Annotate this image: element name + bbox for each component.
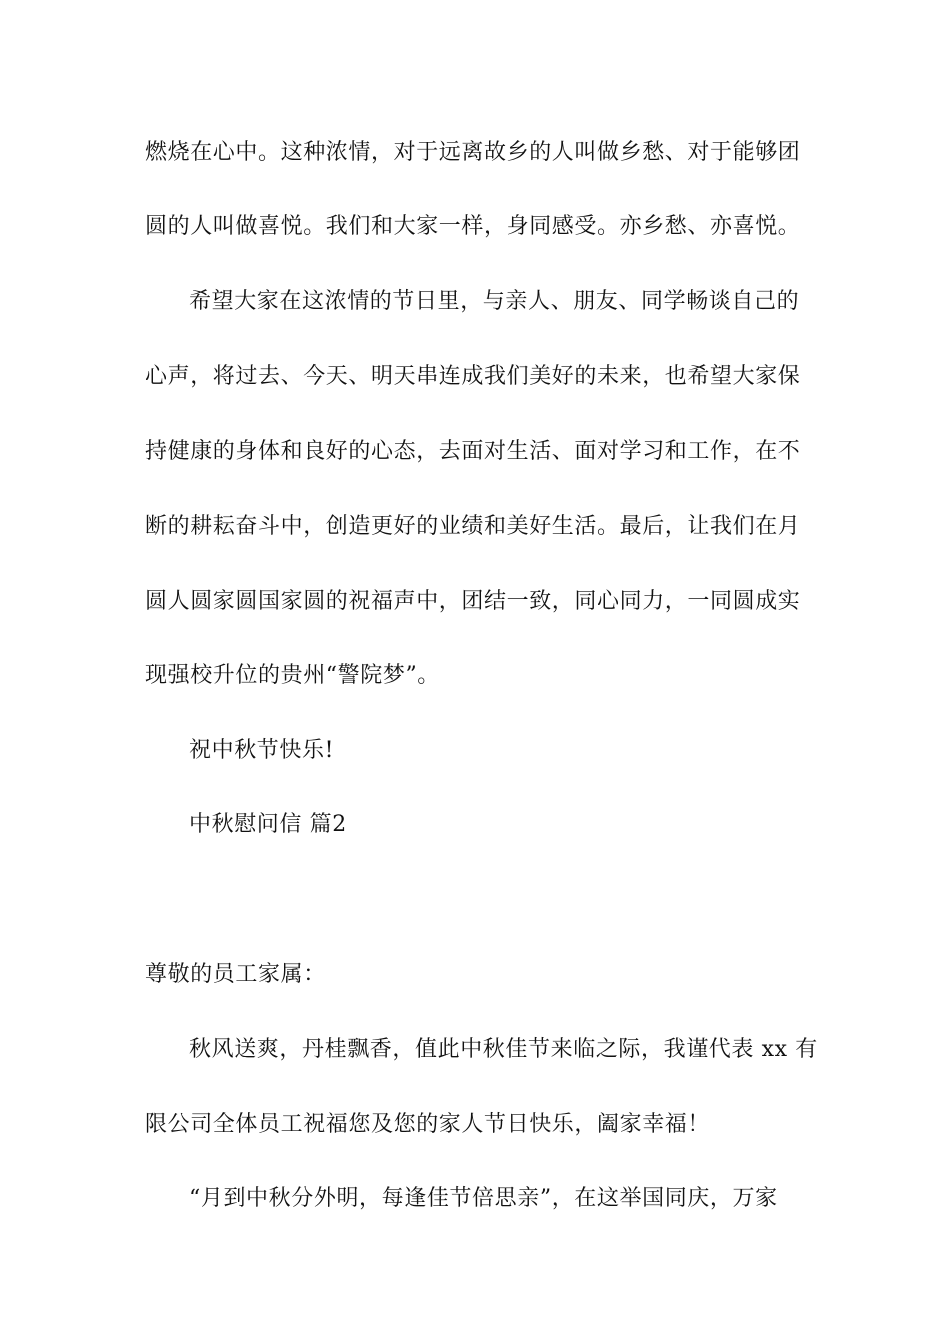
paragraph-line: 燃烧在心中。这种浓情，对于远离故乡的人叫做乡愁、对于能够团 <box>145 140 801 165</box>
paragraph-line: 持健康的身体和良好的心态，去面对生活、面对学习和工作，在不 <box>145 439 801 464</box>
section-heading: 中秋慰问信 篇2 <box>189 812 347 837</box>
closing-greeting: 祝中秋节快乐! <box>189 738 335 763</box>
paragraph-line: 希望大家在这浓情的节日里，与亲人、朋友、同学畅谈自己的 <box>189 289 800 314</box>
paragraph-line: 心声，将过去、今天、明天串连成我们美好的未来，也希望大家保 <box>145 364 801 389</box>
paragraph-line: 断的耕耘奋斗中，创造更好的业绩和美好生活。最后，让我们在月 <box>145 514 801 539</box>
paragraph-line: 圆人圆家圆国家圆的祝福声中，团结一致，同心同力，一同圆成实 <box>145 589 801 614</box>
paragraph-line: “月到中秋分外明，每逢佳节倍思亲”，在这举国同庆，万家 <box>189 1186 778 1211</box>
paragraph-line: 限公司全体员工祝福您及您的家人节日快乐，阖家幸福！ <box>145 1112 711 1137</box>
paragraph-line: 现强校升位的贵州“警院梦”。 <box>145 663 440 688</box>
paragraph-line: 圆的人叫做喜悦。我们和大家一样，身同感受。亦乡愁、亦喜悦。 <box>145 214 801 239</box>
paragraph-line: 秋风送爽，丹桂飘香，值此中秋佳节来临之际，我谨代表 xx 有 <box>189 1037 818 1062</box>
salutation: 尊敬的员工家属： <box>145 962 326 987</box>
